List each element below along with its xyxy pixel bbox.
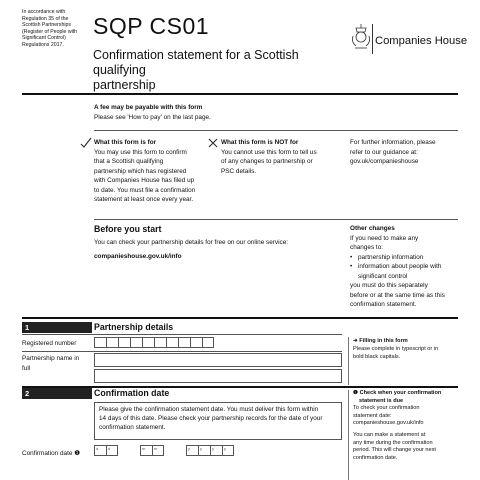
digit-box[interactable] (202, 337, 214, 348)
info-icon: ❶ (74, 450, 80, 457)
row-rule (22, 351, 342, 352)
header-divider (22, 93, 458, 95)
other-changes: Other changes If you need to make any changes to: • partnership information • information about people with significant control you must do this separately before or at the same time as this confirmation statement. (350, 224, 462, 310)
form-not-for-section: What this form is NOT for You cannot use this form to tell us of any changes to partnership or PSC details. (221, 139, 317, 175)
info-link[interactable]: companieshouse.gov.uk/info (94, 253, 182, 260)
checkmark-icon (80, 137, 92, 149)
day-boxes[interactable] (94, 445, 118, 456)
digit-box[interactable] (166, 337, 178, 348)
date-box[interactable]: d (106, 445, 118, 456)
digit-box[interactable] (154, 337, 166, 348)
cross-icon (208, 138, 218, 148)
intro-divider (94, 219, 458, 220)
guidance-link[interactable]: gov.uk/companieshouse (350, 158, 419, 165)
form-title: Confirmation statement for a Scottish qualifying partnership (93, 48, 299, 92)
date-box[interactable]: m (140, 445, 152, 456)
confirmation-due-note: ❶ Check when your confirmation statement is due To check your confirmation statement date: companieshouse.gov.uk/info You can make a statement at any time during the confirmation period. This will change your next confirmation date. (348, 390, 461, 480)
date-box[interactable]: y (222, 445, 234, 456)
section2-heading: Confirmation date (94, 388, 170, 398)
digit-box[interactable] (142, 337, 154, 348)
companies-house-logo (350, 22, 468, 58)
year-boxes[interactable] (186, 445, 234, 456)
confirmation-date-label: Confirmation date ❶ (22, 450, 80, 457)
crest-icon (350, 22, 372, 52)
form-code: SQP CS01 (93, 13, 210, 39)
registered-number-label: Registered number (22, 340, 77, 347)
date-box[interactable]: y (210, 445, 222, 456)
regulation-note: In accordance with Regulation 35 of the Scottish Partnerships (Register of People with Significant Control) Regulations 2017. (22, 9, 78, 48)
section1-rule (22, 334, 342, 335)
confirmation-date-input[interactable] (94, 445, 234, 456)
digit-box[interactable] (118, 337, 130, 348)
registered-number-input[interactable] (94, 337, 214, 348)
arrow-icon: ➜ (353, 338, 360, 344)
date-box[interactable]: y (198, 445, 210, 456)
info-icon: ❶ (353, 390, 360, 396)
digit-box[interactable] (190, 337, 202, 348)
list-item: • partnership information (350, 253, 424, 261)
digit-box[interactable] (178, 337, 190, 348)
date-box[interactable]: y (186, 445, 198, 456)
month-boxes[interactable] (140, 445, 164, 456)
partnership-name-label: Partnership name in full (22, 355, 80, 372)
date-box[interactable]: d (94, 445, 106, 456)
section1-number: 1 (22, 322, 92, 333)
partnership-name-field-2[interactable] (94, 369, 342, 383)
date-instructions: Please give the confirmation statement date. You must deliver this form within 14 days of this date. Please check your partnership records for the date of your confirmation statement. (94, 402, 342, 440)
form-for-section: What this form is for You may use this form to confirm that a Scottish qualifying partnership which has registered with Companies House has filed up to date. You must file a confirmation statement at least once every year. (94, 139, 196, 203)
further-info: For further information, please refer to our guidance at: gov.uk/companieshouse (350, 138, 460, 167)
digit-box[interactable] (94, 337, 106, 348)
list-item: • information about people with (350, 263, 442, 270)
digit-box[interactable] (130, 337, 142, 348)
before-start-text: You can check your partnership details for free on our online service: (94, 239, 289, 246)
section1-divider (22, 317, 458, 319)
logo-text: Companies House (375, 35, 468, 47)
filling-in-note: ➜ Filling in this form Please complete in typescript or in bold black capitals. (348, 337, 461, 385)
partnership-name-field-1[interactable] (94, 353, 342, 367)
fee-divider (94, 130, 458, 131)
fee-note: A fee may be payable with this form Please see 'How to pay' on the last page. (94, 104, 211, 121)
digit-box[interactable] (106, 337, 118, 348)
date-box[interactable]: m (152, 445, 164, 456)
section2-number: 2 (22, 388, 92, 399)
before-start-heading: Before you start (94, 224, 162, 234)
section1-heading: Partnership details (94, 322, 174, 332)
